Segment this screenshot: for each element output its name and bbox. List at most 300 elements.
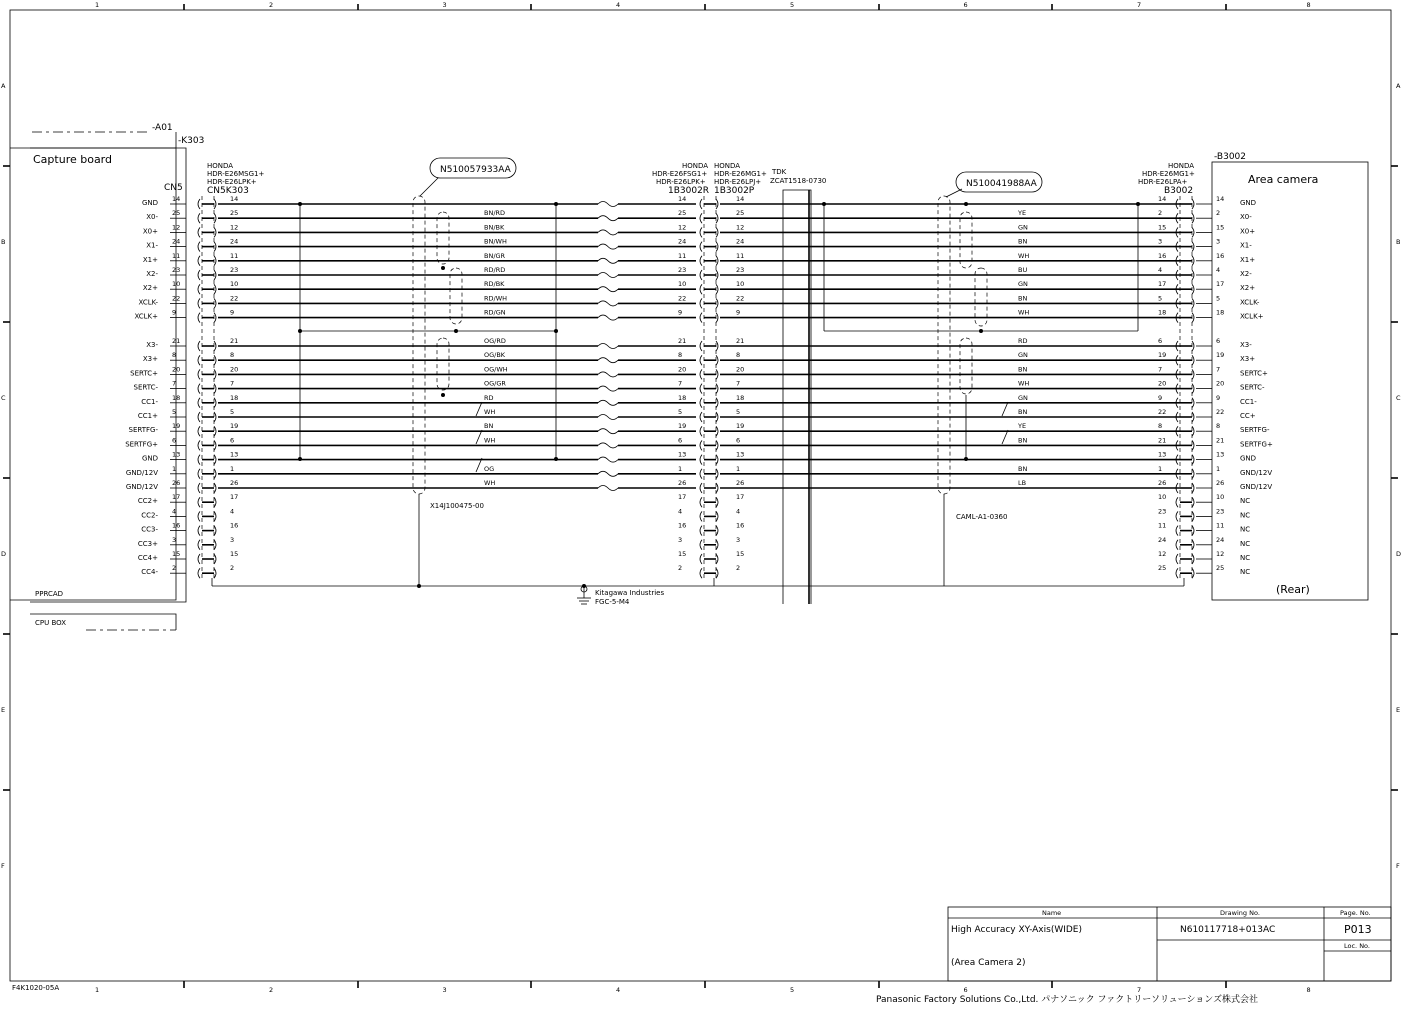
mid-conn-pin-number-l: 26	[678, 479, 687, 487]
left-pin-number: 12	[172, 223, 181, 232]
left-pin-number: 26	[172, 479, 181, 487]
mid-conn-pin-number-l: 22	[678, 294, 687, 303]
right-conn-pin-number: 6	[1158, 337, 1163, 345]
left-conn-socket	[198, 440, 200, 450]
row-label-right: C	[1396, 394, 1401, 402]
right-conn-pin-number: 10	[1158, 493, 1167, 502]
left-pin-number: 14	[172, 195, 181, 203]
left-conn-pin-number: 18	[230, 393, 239, 402]
cable1-wave	[598, 230, 618, 235]
left-pin-number: 19	[172, 422, 181, 431]
row-label-left: A	[1, 82, 6, 90]
left-conn-pin-number: 20	[230, 365, 239, 374]
right-pin-name: SERTC+	[1240, 369, 1268, 378]
mid-conn-pin-number-l: 16	[678, 521, 687, 530]
right-pin-number: 4	[1216, 266, 1221, 274]
cable2-wire-color: BN	[1018, 294, 1028, 303]
cable1-wire-color: RD/WH	[484, 294, 508, 303]
row-label-right: A	[1396, 82, 1401, 90]
col-label-bottom: 6	[963, 986, 968, 994]
ground-part: FGC-5-M4	[595, 598, 630, 606]
left-pin-number: 9	[172, 308, 177, 317]
right-conn-pin-number: 8	[1158, 422, 1163, 431]
col-label-bottom: 8	[1306, 986, 1311, 994]
cable2-wire-color: YE	[1018, 209, 1027, 218]
left-pin-number: 20	[172, 365, 181, 374]
left-conn-socket	[198, 568, 200, 578]
right-conn-ref: B3002	[1164, 186, 1194, 196]
mid-conn-pin-number-r: 8	[736, 351, 741, 360]
left-conn-pin-number: 7	[230, 379, 235, 388]
mid-conn-socket	[700, 355, 702, 365]
right-pin-name: X1+	[1240, 255, 1256, 264]
row-label-right: B	[1396, 238, 1401, 246]
mid-conn-socket	[700, 298, 702, 308]
col-label-bottom: 2	[269, 986, 274, 994]
mid-conn-pin-number-l: 17	[678, 493, 687, 502]
mid-conn-pin-number-l: 7	[678, 379, 683, 388]
tb-name-line1: High Accuracy XY-Axis(WIDE)	[951, 925, 1083, 935]
right-conn-pin-number: 21	[1158, 436, 1167, 445]
right-conn-pin-number: 15	[1158, 223, 1167, 232]
right-pin-number: 7	[1216, 365, 1221, 374]
cable1-wire-color: WH	[484, 479, 496, 487]
mid-conn-socket	[700, 540, 702, 550]
left-conn-pin-number: 26	[230, 479, 239, 487]
left-conn-pin-number: 15	[230, 550, 239, 558]
right-pin-name: CC1-	[1240, 397, 1257, 406]
row-label-left: D	[1, 550, 7, 558]
row-label-left: B	[1, 238, 6, 246]
right-conn-pin-number: 26	[1158, 479, 1167, 487]
col-label-top: 6	[963, 1, 968, 9]
cable1-junction-dot	[554, 329, 558, 333]
mid-part-r1: HDR-E26MG1+	[714, 170, 767, 178]
left-pin-name: X2+	[142, 284, 158, 293]
cable2-wire-color: YE	[1018, 422, 1027, 431]
left-pin-number: 18	[172, 393, 181, 402]
mid-maker-r: HONDA	[714, 162, 741, 170]
cable1-wave	[598, 429, 618, 434]
right-pin-number: 18	[1216, 308, 1225, 317]
cable2-wire-color: RD	[1018, 337, 1028, 345]
frame-grid-marks	[1, 1, 1401, 994]
right-pin-name: XCLK+	[1240, 312, 1264, 321]
left-pin-name: XCLK+	[134, 312, 158, 321]
cable1-wave	[598, 443, 618, 448]
tb-page-no: P013	[1344, 923, 1372, 936]
left-pin-name: SERTC-	[133, 383, 158, 392]
cable1-outer-shield	[413, 196, 425, 494]
mid-conn-pin-number-r: 26	[736, 479, 745, 487]
area-camera-title: Area camera	[1248, 173, 1319, 186]
cable1-wires	[212, 196, 1184, 588]
col-label-bottom: 3	[442, 986, 447, 994]
cable2-wire-color: BN	[1018, 436, 1028, 445]
right-pin-number: 17	[1216, 280, 1225, 289]
left-conn-part2: HDR-E26LPK+	[207, 178, 257, 186]
left-pin-name: X1-	[146, 241, 158, 250]
mid-conn-socket	[700, 398, 702, 408]
cable1-wave	[598, 486, 618, 491]
row-label-left: F	[1, 862, 5, 870]
cable2-wire-color: GN	[1018, 223, 1028, 232]
company-name: Panasonic Factory Solutions Co.,Ltd. パナソニック ファクトリーソリューションズ株式会社	[876, 995, 1259, 1005]
left-pin-number: 25	[172, 209, 181, 218]
cable1-junction-dot	[298, 202, 302, 206]
cable1-twist-mark	[476, 402, 482, 416]
cable2-wire-color: WH	[1018, 379, 1030, 388]
right-conn-pin-number: 1	[1158, 464, 1163, 473]
right-pin-name: NC	[1240, 539, 1251, 548]
cable2-junction-dot	[822, 202, 826, 206]
left-pin-number: 8	[172, 351, 177, 360]
row-label-right: F	[1396, 862, 1400, 870]
right-pin-number: 14	[1216, 195, 1225, 203]
mid-conn-socket	[700, 497, 702, 507]
mid-conn-socket	[700, 568, 702, 578]
left-pin-name: CC4-	[141, 568, 158, 577]
left-conn-pin-number: 16	[230, 521, 239, 530]
mid-conn-pin-number-r: 16	[736, 521, 745, 530]
right-pin-number: 26	[1216, 479, 1225, 487]
cable1-wave	[598, 315, 618, 320]
right-pin-number: 19	[1216, 351, 1225, 360]
left-connector	[198, 162, 744, 578]
cable2-label: CAML-A1-0360	[956, 513, 1008, 521]
mid-conn-socket	[700, 270, 702, 280]
cable1-wire-color: BN/BK	[484, 223, 505, 232]
left-conn-pin-number: 22	[230, 294, 239, 303]
left-connector-contacts	[198, 195, 744, 578]
left-pin-number: 22	[172, 294, 181, 303]
cable1-wave	[598, 415, 618, 420]
right-pin-name: GND	[1240, 454, 1257, 463]
cn5-label: CN5	[164, 183, 183, 193]
mid-ref-l: 1B3002R	[668, 186, 710, 196]
left-conn-pin-number: 1	[230, 464, 235, 473]
right-conn-pin-number: 14	[1158, 195, 1167, 203]
left-conn-pin-number: 12	[230, 223, 239, 232]
right-pin-name: X0-	[1240, 213, 1252, 222]
cable1-wave	[598, 202, 618, 207]
mid-conn-pin-number-r: 20	[736, 365, 745, 374]
right-conn-socket	[1176, 511, 1178, 521]
a01-designator: -A01	[152, 123, 173, 133]
cable2-wire-color: BN	[1018, 464, 1028, 473]
ferrite-core	[770, 168, 826, 604]
mid-conn-socket	[700, 199, 702, 209]
left-pin-number: 21	[172, 337, 181, 345]
left-pin-name: X0-	[146, 213, 158, 222]
mid-conn-socket	[700, 426, 702, 436]
shield-junction-dot	[417, 584, 421, 588]
cable1-wire-color: BN	[484, 422, 494, 431]
right-conn-pin-number: 7	[1158, 365, 1163, 374]
mid-conn-pin-number-l: 18	[678, 393, 687, 402]
right-conn-socket	[1176, 568, 1178, 578]
right-pin-name: NC	[1240, 554, 1251, 562]
right-conn-socket	[1176, 554, 1178, 564]
left-conn-socket	[198, 384, 200, 394]
row-label-right: D	[1396, 550, 1402, 558]
form-code: F4K1020-05A	[12, 984, 60, 992]
cable1-wave	[598, 372, 618, 377]
mid-conn-pin-number-r: 13	[736, 450, 745, 459]
right-conn-maker: HONDA	[1168, 162, 1195, 170]
right-pin-number: 20	[1216, 379, 1225, 388]
right-conn-socket	[1176, 540, 1178, 550]
left-conn-socket	[198, 284, 200, 294]
left-pin-number: 6	[172, 436, 177, 445]
left-conn-socket	[198, 213, 200, 223]
cable1-wire-color: RD/BK	[484, 280, 505, 289]
left-conn-socket	[198, 511, 200, 521]
cable1-wire-color: BN/GR	[484, 251, 506, 260]
mid-conn-pin-number-r: 15	[736, 550, 745, 558]
left-pin-name: GND/12V	[125, 483, 158, 491]
mid-conn-pin-number-l: 6	[678, 436, 683, 445]
right-pin-name: GND/12V	[1240, 483, 1273, 491]
mid-part-l1: HDR-E26FSG1+	[652, 170, 708, 178]
left-pin-number: 4	[172, 507, 177, 516]
mid-conn-socket	[700, 511, 702, 521]
cable1-wire-color: WH	[484, 408, 496, 416]
right-pin-number: 10	[1216, 493, 1225, 502]
cable1-part-number: N510057933AA	[440, 165, 511, 175]
cable1-wave	[598, 258, 618, 263]
ground-terminal	[577, 586, 664, 606]
mid-conn-pin-number-l: 23	[678, 266, 687, 274]
right-conn-pin-number: 9	[1158, 393, 1163, 402]
left-pin-name: X3-	[146, 341, 158, 349]
left-conn-socket	[198, 483, 200, 493]
mid-conn-pin-number-l: 4	[678, 507, 683, 516]
mid-conn-pin-number-r: 3	[736, 535, 741, 544]
mid-conn-socket	[700, 440, 702, 450]
left-conn-pin-number: 5	[230, 408, 235, 416]
left-conn-socket	[198, 355, 200, 365]
tb-name-line2: (Area Camera 2)	[951, 958, 1026, 968]
cable2-wire-color: GN	[1018, 393, 1028, 402]
right-conn-pin-number: 20	[1158, 379, 1167, 388]
cable1-junction-dot	[298, 457, 302, 461]
cable2-wire-color: BU	[1018, 266, 1028, 274]
cable1-wave	[598, 457, 618, 462]
mid-conn-pin-number-l: 24	[678, 237, 687, 246]
right-conn-pin-number: 22	[1158, 408, 1167, 416]
cable1-wave	[598, 287, 618, 292]
left-pin-number: 7	[172, 379, 177, 388]
cable1-label: X14J100475-00	[430, 502, 484, 510]
left-conn-socket	[198, 412, 200, 422]
left-conn-pin-number: 3	[230, 535, 235, 544]
col-label-bottom: 1	[95, 986, 100, 994]
right-pin-name: CC+	[1240, 412, 1256, 420]
area-camera-module	[1196, 162, 1368, 600]
ferrite-maker: TDK	[772, 168, 787, 176]
mid-conn-pin-number-l: 20	[678, 365, 687, 374]
left-conn-ref: CN5K303	[207, 186, 249, 196]
right-pin-number: 23	[1216, 507, 1225, 516]
left-conn-pin-number: 13	[230, 450, 239, 459]
right-pin-name: SERTFG-	[1240, 426, 1270, 435]
cable1-wire-color: RD/GN	[484, 308, 506, 317]
left-pin-name: CC4+	[137, 554, 158, 562]
left-conn-part1: HDR-E26MSG1+	[207, 170, 265, 178]
cable1-wave	[598, 471, 618, 476]
cable2-part-number: N510041988AA	[966, 179, 1037, 189]
mid-conn-socket	[700, 526, 702, 536]
left-conn-pin-number: 21	[230, 337, 239, 345]
right-conn-pin-number: 18	[1158, 308, 1167, 317]
cable1-junction-dot	[441, 393, 445, 397]
right-pin-number: 8	[1216, 422, 1221, 431]
cable2-outer-shield	[938, 196, 950, 494]
mid-conn-pin-number-r: 23	[736, 266, 745, 274]
cable1-twist-mark	[476, 430, 482, 444]
right-conn-pin-number: 24	[1158, 535, 1167, 544]
left-conn-pin-number: 2	[230, 564, 235, 573]
cable2-wire-color: BN	[1018, 365, 1028, 374]
cable1-wire-color: OG	[484, 464, 495, 473]
col-label-top: 1	[95, 1, 100, 9]
right-pin-number: 15	[1216, 223, 1225, 232]
right-conn-pin-number: 5	[1158, 294, 1163, 303]
cable1-pair-shield	[450, 268, 462, 324]
mid-conn-pin-number-l: 10	[678, 280, 687, 289]
left-pin-name: SERTFG+	[125, 440, 158, 449]
cable2-pair-shield	[960, 212, 972, 268]
right-conn-pin-number: 19	[1158, 351, 1167, 360]
right-conn-pin-number: 2	[1158, 209, 1163, 218]
cable1-wire-color: RD/RD	[484, 266, 506, 274]
cable2-wire-color: WH	[1018, 308, 1030, 317]
left-conn-pin-number: 25	[230, 209, 239, 218]
left-conn-socket	[198, 242, 200, 252]
right-pin-number: 22	[1216, 408, 1225, 416]
left-pin-name: X1+	[142, 255, 158, 264]
cable1-wave	[598, 301, 618, 306]
col-label-top: 2	[269, 1, 274, 9]
mid-conn-pin-number-l: 5	[678, 408, 683, 416]
right-pin-name: X0+	[1240, 227, 1256, 236]
mid-conn-pin-number-r: 6	[736, 436, 741, 445]
mid-conn-pin-number-r: 18	[736, 393, 745, 402]
right-pin-name: NC	[1240, 525, 1251, 534]
left-conn-pin-number: 8	[230, 351, 235, 360]
left-conn-socket	[198, 469, 200, 479]
mid-conn-pin-number-l: 21	[678, 337, 687, 345]
col-label-top: 8	[1306, 1, 1311, 9]
cable1-wave	[598, 386, 618, 391]
right-pin-name: GND/12V	[1240, 468, 1273, 477]
tb-drawing-header: Drawing No.	[1220, 909, 1260, 917]
right-pin-name: NC	[1240, 568, 1251, 577]
mid-conn-pin-number-r: 9	[736, 308, 741, 317]
right-conn-pin-number: 25	[1158, 564, 1167, 573]
mid-conn-pin-number-r: 12	[736, 223, 745, 232]
mid-conn-pin-number-r: 25	[736, 209, 745, 218]
cable1-junction-dot	[454, 329, 458, 333]
left-pin-number: 11	[172, 251, 181, 260]
mid-conn-socket	[700, 469, 702, 479]
right-pin-number: 5	[1216, 294, 1221, 303]
right-pin-name: X2-	[1240, 270, 1252, 278]
left-pin-number: 3	[172, 535, 177, 544]
mid-part-l2: HDR-E26LPK+	[656, 178, 706, 186]
cable1-wave	[598, 344, 618, 349]
left-pin-number: 15	[172, 550, 181, 558]
mid-conn-socket	[700, 256, 702, 266]
ground-maker: Kitagawa Industries	[595, 589, 665, 597]
left-pin-name: CC1-	[141, 397, 158, 406]
mid-conn-pin-number-r: 10	[736, 280, 745, 289]
cable1-wire-color: WH	[484, 436, 496, 445]
cable2-junction-dot	[964, 457, 968, 461]
mid-part-r2: HDR-E26LPJ+	[714, 178, 762, 186]
mid-conn-pin-number-l: 15	[678, 550, 687, 558]
left-pin-name: SERTFG-	[128, 426, 158, 435]
mid-conn-pin-number-r: 4	[736, 507, 741, 516]
cable2-wire-color: BN	[1018, 237, 1028, 246]
right-pin-name: X1-	[1240, 241, 1252, 250]
cable1-wave	[598, 244, 618, 249]
cable2-junction-dot	[964, 202, 968, 206]
mid-conn-pin-number-r: 1	[736, 464, 741, 473]
right-pin-number: 12	[1216, 550, 1225, 558]
left-pin-name: CC3-	[141, 525, 158, 534]
left-conn-socket	[198, 554, 200, 564]
right-conn-pin-number: 23	[1158, 507, 1167, 516]
left-pin-name: X3+	[142, 355, 158, 364]
mid-conn-socket	[700, 455, 702, 465]
left-pin-number: 10	[172, 280, 181, 289]
left-pin-number: 17	[172, 493, 181, 502]
right-pin-name: X3+	[1240, 355, 1256, 364]
left-pin-name: CC2+	[137, 497, 158, 506]
drawing-frame	[10, 10, 1391, 981]
cable1-wire-color: OG/GR	[484, 379, 506, 388]
mid-conn-pin-number-r: 17	[736, 493, 745, 502]
right-pin-name: NC	[1240, 497, 1251, 506]
mid-conn-pin-number-r: 24	[736, 237, 745, 246]
left-conn-socket	[198, 455, 200, 465]
right-pin-number: 3	[1216, 237, 1221, 246]
right-connector-contacts	[1158, 195, 1194, 578]
capture-board-module	[10, 123, 204, 630]
mid-connector-contacts	[700, 196, 718, 578]
mid-maker-l: HONDA	[682, 162, 709, 170]
right-pin-number: 11	[1216, 521, 1225, 530]
col-label-bottom: 7	[1137, 986, 1142, 994]
cable1-wave	[598, 216, 618, 221]
mid-conn-pin-number-l: 3	[678, 535, 683, 544]
mid-conn-socket	[700, 554, 702, 564]
b3002-designator: -B3002	[1214, 152, 1247, 162]
tb-drawing-no: N610117718+013AC	[1180, 925, 1276, 935]
mid-conn-pin-number-r: 5	[736, 408, 741, 416]
cable1-wave	[598, 273, 618, 278]
left-conn-pin-number: 4	[230, 507, 235, 516]
mid-conn-pin-number-l: 1	[678, 464, 683, 473]
cable1-wire-color: OG/BK	[484, 351, 506, 360]
left-pin-name: GND	[141, 199, 158, 207]
left-conn-socket	[198, 227, 200, 237]
right-pin-name: SERTFG+	[1240, 440, 1273, 449]
left-conn-socket	[198, 270, 200, 280]
right-pin-number: 1	[1216, 464, 1221, 473]
